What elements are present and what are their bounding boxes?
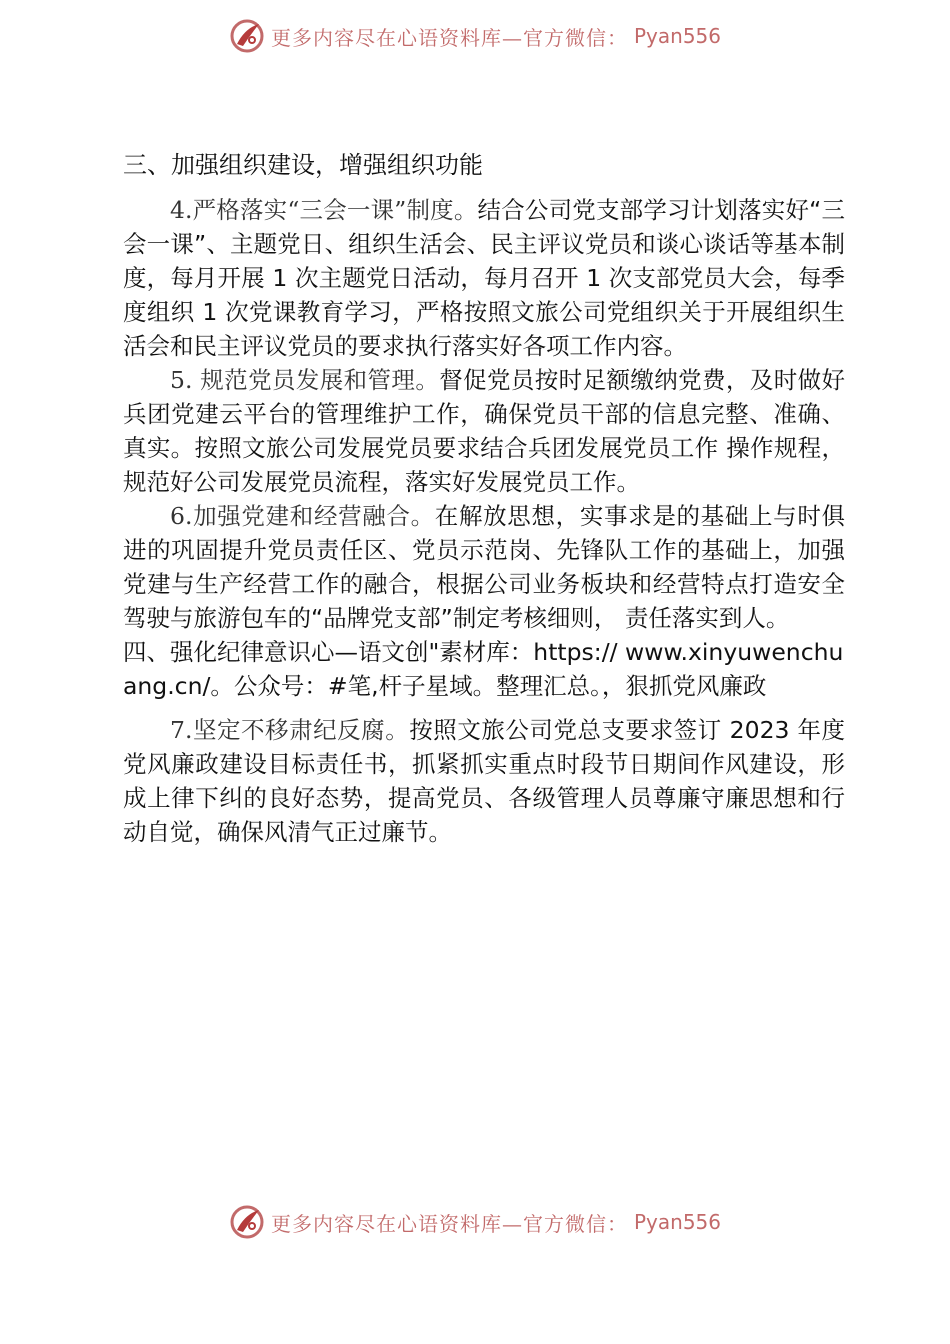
footer-watermark (0, 1200, 950, 1244)
paragraph-5 (123, 363, 845, 499)
watermark-contact: Pyan556 (633, 1210, 721, 1234)
section-heading-3: 三、加强组织建设，增强组织功能 (123, 151, 483, 179)
paragraph-4-body: 结合公司党支部学习计划落实好“三会一课”、主题党日、组织生活会、民主评议党员和谈心谈话等基本制度，每月开展 1 次主题党日活动，每月召开 1 次支部党员大会，每季度组织 1 次党课教育学习，严格按照文旅公司党组织关于开展组织生活会和民主评议党员的要求执行落实好各项工作内容。 (123, 196, 845, 360)
paragraph-7 (123, 713, 845, 849)
paragraph-6 (123, 499, 845, 635)
paragraph-5-body: 督促党员按时足额缴纳党费，及时做好兵团党建云平台的管理维护工作，确保党员干部的信息完整、准确、真实。按照文旅公司发展党员要求结合兵团发展党员工作 操作规程，规范好公司发展党员流程，落实好发展党员工作。 (123, 366, 845, 496)
document-body (123, 146, 845, 849)
paragraph-6-body: 在解放思想，实事求是的基础上与时俱进的巩固提升党员责任区、党员示范岗、先锋队工作的基础上，加强党建与生产经营工作的融合，根据公司业务板块和经营特点打造安全驾驶与旅游包车的“品牌党支部”制定考核细则， 责任落实到人。 (123, 502, 846, 632)
watermark-text: 更多内容尽在心语资料库—官方微信： (270, 25, 628, 50)
paragraph-7-body: 按照文旅公司党总支要求签订 2023 年度党风廉政建设目标责任书，抓紧抓实重点时段节日期间作风建设，形成上律下纠的良好态势，提高党员、各级管理人员尊廉守廉思想和行动自觉，确保风清气正过廉节。 (123, 716, 846, 846)
brand-logo-icon (229, 18, 265, 54)
paragraph-7-lead: 7.坚定不移肃纪反腐。 (170, 716, 410, 744)
paragraph-5-lead: 5. 规范党员发展和管理。 (170, 366, 440, 394)
paragraph-4-lead: 4.严格落实“三会一课”制度。 (170, 196, 478, 224)
watermark-text: 更多内容尽在心语资料库—官方微信： (270, 1211, 628, 1236)
section-heading-4: 四、强化纪律意识心—语文创"素材库：https:// www.xinyuwenchuang.cn/。公众号：#笔,杆子星域。整理汇总。，狠抓党风廉政 (123, 638, 844, 700)
paragraph-4 (123, 193, 845, 363)
header-watermark (0, 14, 950, 58)
paragraph-6-lead: 6.加强党建和经营融合。 (170, 502, 435, 530)
watermark-contact: Pyan556 (633, 24, 721, 48)
brand-logo-icon (229, 1204, 265, 1240)
